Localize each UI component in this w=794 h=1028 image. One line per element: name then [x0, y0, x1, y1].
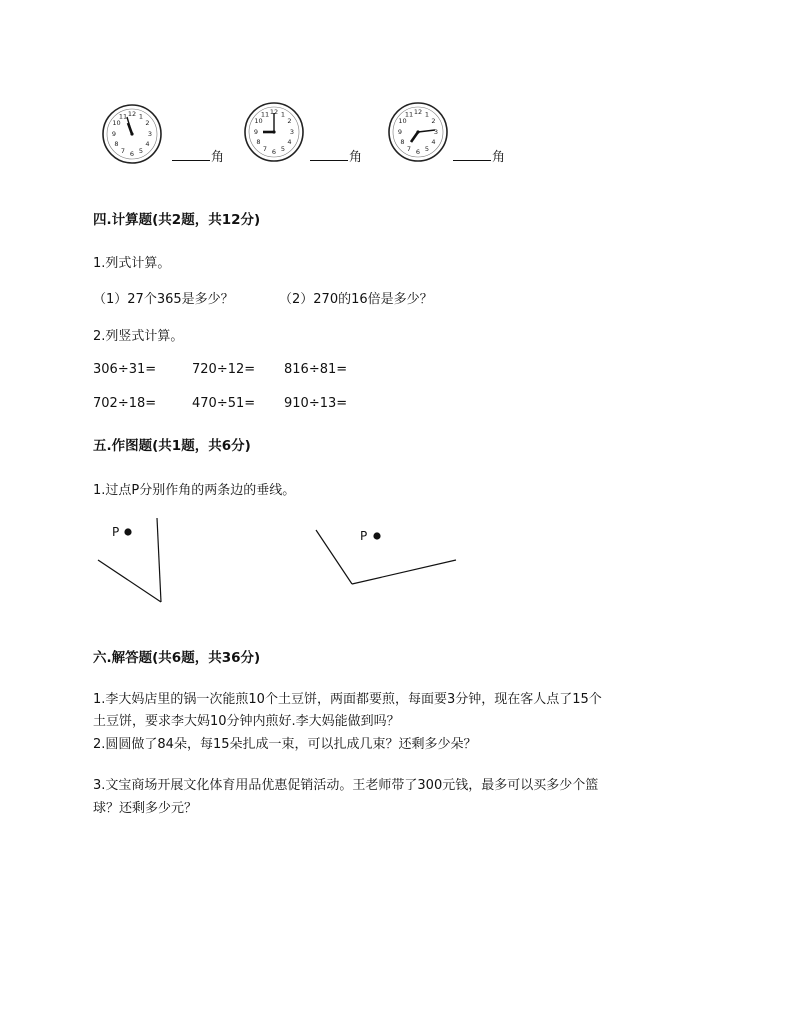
svg-text:6: 6	[271, 148, 277, 156]
angle-figure-1	[90, 512, 180, 608]
svg-text:2: 2	[287, 117, 292, 125]
svg-text:7: 7	[120, 147, 126, 155]
svg-text:9: 9	[111, 130, 117, 138]
svg-text:1: 1	[280, 110, 286, 119]
svg-text:12: 12	[127, 110, 137, 118]
point-p-label: P	[112, 525, 120, 539]
clock-1	[101, 103, 163, 165]
clock-1-answer[interactable]: 角	[172, 146, 224, 165]
svg-text:5: 5	[138, 147, 144, 155]
svg-text:12: 12	[413, 108, 423, 116]
svg-text:11: 11	[260, 110, 270, 119]
svg-text:1: 1	[424, 110, 430, 119]
svg-text:4: 4	[431, 138, 436, 146]
svg-text:11: 11	[404, 110, 414, 119]
calc-item: 816÷81=	[284, 362, 348, 377]
clock-3	[387, 101, 449, 163]
question-6-1-line-2: 土豆饼，要求李大妈10分钟内煎好.李大妈能做到吗？	[93, 714, 400, 729]
svg-text:7: 7	[406, 145, 412, 153]
svg-text:10: 10	[254, 117, 263, 125]
svg-text:9: 9	[253, 128, 259, 136]
point-p	[373, 532, 380, 539]
section-5-title: 五.作图题(共1题，共6分)	[93, 438, 251, 454]
question-4-1-b: （2）270的16倍是多少？	[279, 292, 433, 307]
question-4-1-a: （1）27个365是多少？	[93, 292, 234, 307]
section-6-title: 六.解答题(共6题，共36分)	[93, 650, 261, 666]
svg-text:8: 8	[256, 138, 261, 146]
svg-text:7: 7	[262, 145, 268, 153]
calc-item: 910÷13=	[284, 396, 348, 411]
svg-text:9: 9	[397, 128, 403, 136]
svg-text:4: 4	[287, 138, 292, 146]
svg-text:12: 12	[269, 108, 279, 116]
calc-item: 470÷51=	[192, 396, 256, 411]
question-6-2: 2.圆圆做了84朵，每15朵扎成一束，可以扎成几束？还剩多少朵？	[93, 737, 477, 752]
svg-text:11: 11	[118, 112, 128, 121]
clock-3-answer[interactable]: 角	[453, 146, 505, 165]
calc-item: 702÷18=	[93, 396, 157, 411]
angle-figure-2	[310, 522, 462, 588]
svg-text:8: 8	[400, 138, 405, 146]
svg-text:10: 10	[398, 117, 407, 125]
clock-2	[243, 101, 305, 163]
svg-text:6: 6	[415, 148, 421, 156]
clock-2-answer[interactable]: 角	[310, 146, 362, 165]
svg-text:3: 3	[433, 128, 439, 136]
point-p-label: P	[360, 529, 368, 543]
svg-text:5: 5	[424, 145, 430, 153]
svg-text:8: 8	[114, 140, 119, 148]
svg-text:1: 1	[138, 112, 144, 121]
calc-item: 306÷31=	[93, 362, 157, 377]
question-6-3-line-2: 球？还剩多少元？	[93, 801, 198, 816]
question-5-1: 1.过点P分别作角的两条边的垂线。	[93, 483, 296, 498]
svg-text:5: 5	[280, 145, 286, 153]
svg-text:2: 2	[431, 117, 436, 125]
svg-text:3: 3	[289, 128, 295, 136]
section-4-title: 四.计算题(共2题，共12分)	[93, 212, 261, 228]
point-p	[124, 528, 131, 535]
svg-text:2: 2	[145, 119, 150, 127]
svg-text:6: 6	[129, 150, 135, 158]
svg-text:3: 3	[147, 130, 153, 138]
question-6-1-line-1: 1.李大妈店里的锅一次能煎10个土豆饼，两面都要煎，每面要3分钟，现在客人点了15个	[93, 692, 602, 707]
question-6-3-line-1: 3.文宝商场开展文化体育用品优惠促销活动。王老师带了300元钱，最多可以买多少个篮	[93, 778, 599, 793]
svg-text:4: 4	[145, 140, 150, 148]
question-4-2: 2.列竖式计算。	[93, 329, 184, 344]
svg-text:10: 10	[112, 119, 121, 127]
calc-item: 720÷12=	[192, 362, 256, 377]
question-4-1: 1.列式计算。	[93, 256, 171, 271]
